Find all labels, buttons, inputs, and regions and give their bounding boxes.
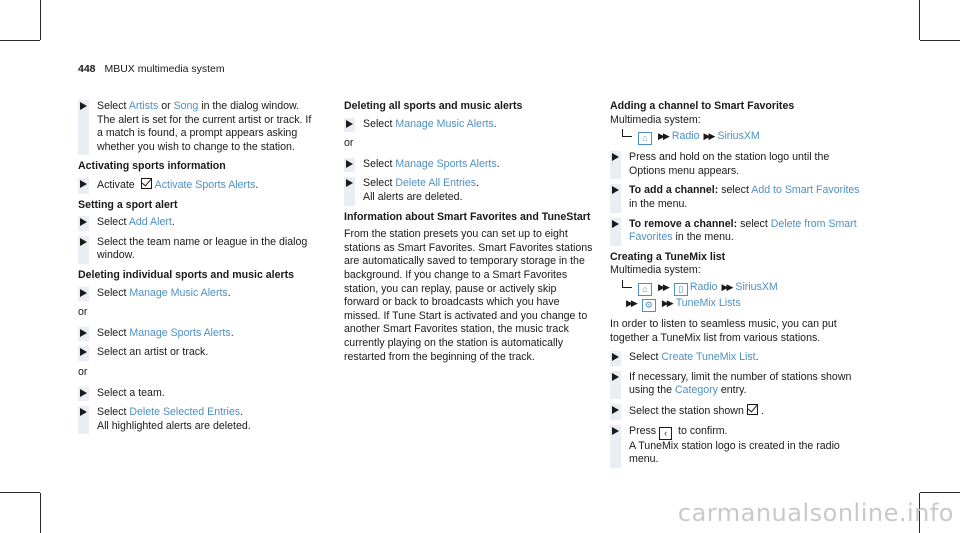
- order-paragraph: In order to listen to seamless music, you can put together a TuneMix list from various stations.: [610, 317, 837, 344]
- step: Select Manage Sports Alerts.: [78, 327, 320, 341]
- step-arrow-icon: [612, 406, 619, 414]
- step-arrow-icon: [612, 220, 619, 228]
- page-title: MBUX multimedia system: [104, 63, 225, 75]
- crop-mark: [920, 492, 960, 493]
- info-paragraph: From the station presets you can set up to eight stations as Smart Favorites. Smart Favorites stations are automatically saved to temporary storage in the background. If you change to a Smart Favorites station, you can replay, pause or actively skip forward or back to broadcasts which you have missed. If Tune Start is activated and you change to another Smart Favorites station, the music track currently playing on the station is automatically restarted from the beginning of the track.: [344, 228, 593, 363]
- step-arrow-icon: [346, 179, 353, 187]
- navigation-path: [610, 129, 860, 145]
- step-arrow-icon: [80, 348, 87, 356]
- step-arrow-icon: [612, 353, 619, 361]
- crop-mark: [920, 40, 960, 41]
- artists-link[interactable]: Artists: [128, 100, 159, 112]
- path-arrow-icon: [622, 280, 632, 288]
- heading-adding: Adding a channel to Smart Favorites: [610, 100, 795, 112]
- heading-activating: Activating sports information: [78, 160, 226, 173]
- column-left: [78, 100, 320, 439]
- manage-music-alerts-link[interactable]: Manage Music Alerts: [395, 117, 494, 130]
- delete-from-smart-favorites-link[interactable]: Delete from Smart Favorites: [629, 217, 857, 244]
- step-arrow-icon: [346, 160, 353, 168]
- step-arrow-icon: [80, 238, 87, 246]
- step-arrow-icon: [80, 289, 87, 297]
- crop-mark: [919, 0, 920, 40]
- manage-sports-alerts-link[interactable]: Manage Sports Alerts: [129, 326, 231, 339]
- step-arrow-icon: [80, 408, 87, 416]
- page-header: [78, 63, 225, 75]
- step-arrow-icon: [612, 153, 619, 161]
- step-arrow-icon: [612, 427, 619, 435]
- heading-creating: Creating a TuneMix list: [610, 250, 726, 263]
- delete-all-entries-link[interactable]: Delete All Entries: [395, 177, 477, 190]
- step: To remove a channel: select Delete from Smart Favorites in the menu.: [610, 218, 860, 245]
- siriusxm-link[interactable]: SiriusXM: [717, 130, 760, 143]
- song-link[interactable]: Song: [173, 100, 199, 112]
- step: If necessary, limit the number of stations shown using the Category entry.: [610, 371, 860, 398]
- chevron-icon: ▶▶: [658, 131, 668, 142]
- column-middle: [344, 100, 594, 370]
- step: Select Manage Music Alerts.: [344, 118, 594, 132]
- step: Select Manage Music Alerts.: [78, 287, 320, 301]
- step-arrow-icon: [80, 218, 87, 226]
- activate-sports-alerts-link[interactable]: Activate Sports Alerts: [154, 178, 256, 191]
- create-tunemix-list-link[interactable]: Create TuneMix List: [661, 351, 756, 364]
- radio-icon[interactable]: ▯: [674, 283, 688, 296]
- add-alert-link[interactable]: Add Alert: [128, 216, 172, 229]
- chevron-icon: ▶▶: [703, 131, 714, 142]
- step: Activate Activate Sports Alerts.: [78, 178, 320, 193]
- step: Select Artists or Song in the dialog window. The alert is set for the current artist or track. If a match is found, a prompt appears asking whether you wish to change to the station.: [78, 100, 320, 154]
- home-icon[interactable]: ⌂: [638, 283, 652, 296]
- step: Press ‹ to confirm. A TuneMix station logo is created in the radio menu.: [610, 425, 860, 467]
- siriusxm-link[interactable]: SiriusXM: [735, 280, 778, 293]
- multimedia-label: Multimedia system:: [610, 264, 701, 277]
- step-arrow-icon: [612, 373, 619, 381]
- step: Select Add Alert.: [78, 216, 320, 230]
- heading-deleting: Deleting individual sports and music alerts: [78, 268, 295, 281]
- step-arrow-icon: [80, 329, 87, 337]
- checkbox-icon: [747, 404, 758, 415]
- path-arrow-icon: [622, 129, 632, 137]
- step: Select Manage Sports Alerts.: [344, 158, 594, 172]
- manage-sports-alerts-link[interactable]: Manage Sports Alerts: [395, 157, 497, 170]
- watermark: carmanualsonline.info: [677, 499, 954, 527]
- step: Select a team.: [78, 387, 320, 401]
- page-number: 448: [78, 63, 96, 75]
- crop-mark: [0, 40, 40, 41]
- multimedia-label: Multimedia system:: [610, 113, 701, 126]
- checkbox-icon: [141, 178, 152, 189]
- chevron-icon: ▶▶: [658, 281, 668, 292]
- step: Select Create TuneMix List.: [610, 351, 860, 365]
- settings-gear-icon[interactable]: ⚙: [642, 299, 656, 312]
- crop-mark: [40, 0, 41, 40]
- step: Select the team name or league in the dialog window.: [78, 236, 320, 263]
- or-text: or: [78, 365, 88, 378]
- crop-mark: [0, 492, 40, 493]
- step: Select the station shown .: [610, 404, 860, 419]
- home-icon[interactable]: ⌂: [638, 132, 652, 145]
- category-link[interactable]: Category: [674, 384, 718, 397]
- chevron-icon: ▶▶: [626, 297, 636, 308]
- step: Select Delete All Entries. All alerts are deleted.: [344, 177, 594, 204]
- step-arrow-icon: [80, 102, 87, 110]
- or-text: or: [344, 137, 354, 150]
- step: Press and hold on the station logo until the Options menu appears.: [610, 151, 860, 178]
- step: Select an artist or track.: [78, 346, 320, 360]
- step-arrow-icon: [612, 186, 619, 194]
- back-icon: ‹: [659, 427, 672, 440]
- or-text: or: [78, 306, 88, 319]
- step-arrow-icon: [80, 389, 87, 397]
- step-arrow-icon: [346, 120, 353, 128]
- heading-setting: Setting a sport alert: [78, 198, 178, 211]
- column-right: [610, 100, 860, 473]
- heading-info: Information about Smart Favorites and TuneStart: [344, 210, 591, 223]
- crop-mark: [40, 493, 41, 533]
- radio-link[interactable]: Radio: [689, 280, 718, 293]
- step-arrow-icon: [80, 180, 87, 188]
- heading-deleting-all: Deleting all sports and music alerts: [344, 100, 523, 112]
- add-to-smart-favorites-link[interactable]: Add to Smart Favorites: [751, 184, 860, 197]
- step: To add a channel: select Add to Smart Favorites in the menu.: [610, 184, 860, 211]
- manage-music-alerts-link[interactable]: Manage Music Alerts: [129, 286, 228, 299]
- radio-link[interactable]: Radio: [671, 130, 700, 143]
- tunemix-lists-link[interactable]: TuneMix Lists: [675, 296, 741, 309]
- step: Select Delete Selected Entries. All highlighted alerts are deleted.: [78, 406, 320, 433]
- navigation-path: [610, 280, 860, 312]
- chevron-icon: ▶▶: [661, 297, 672, 308]
- delete-selected-entries-link[interactable]: Delete Selected Entries: [129, 406, 241, 419]
- chevron-icon: ▶▶: [721, 281, 732, 292]
